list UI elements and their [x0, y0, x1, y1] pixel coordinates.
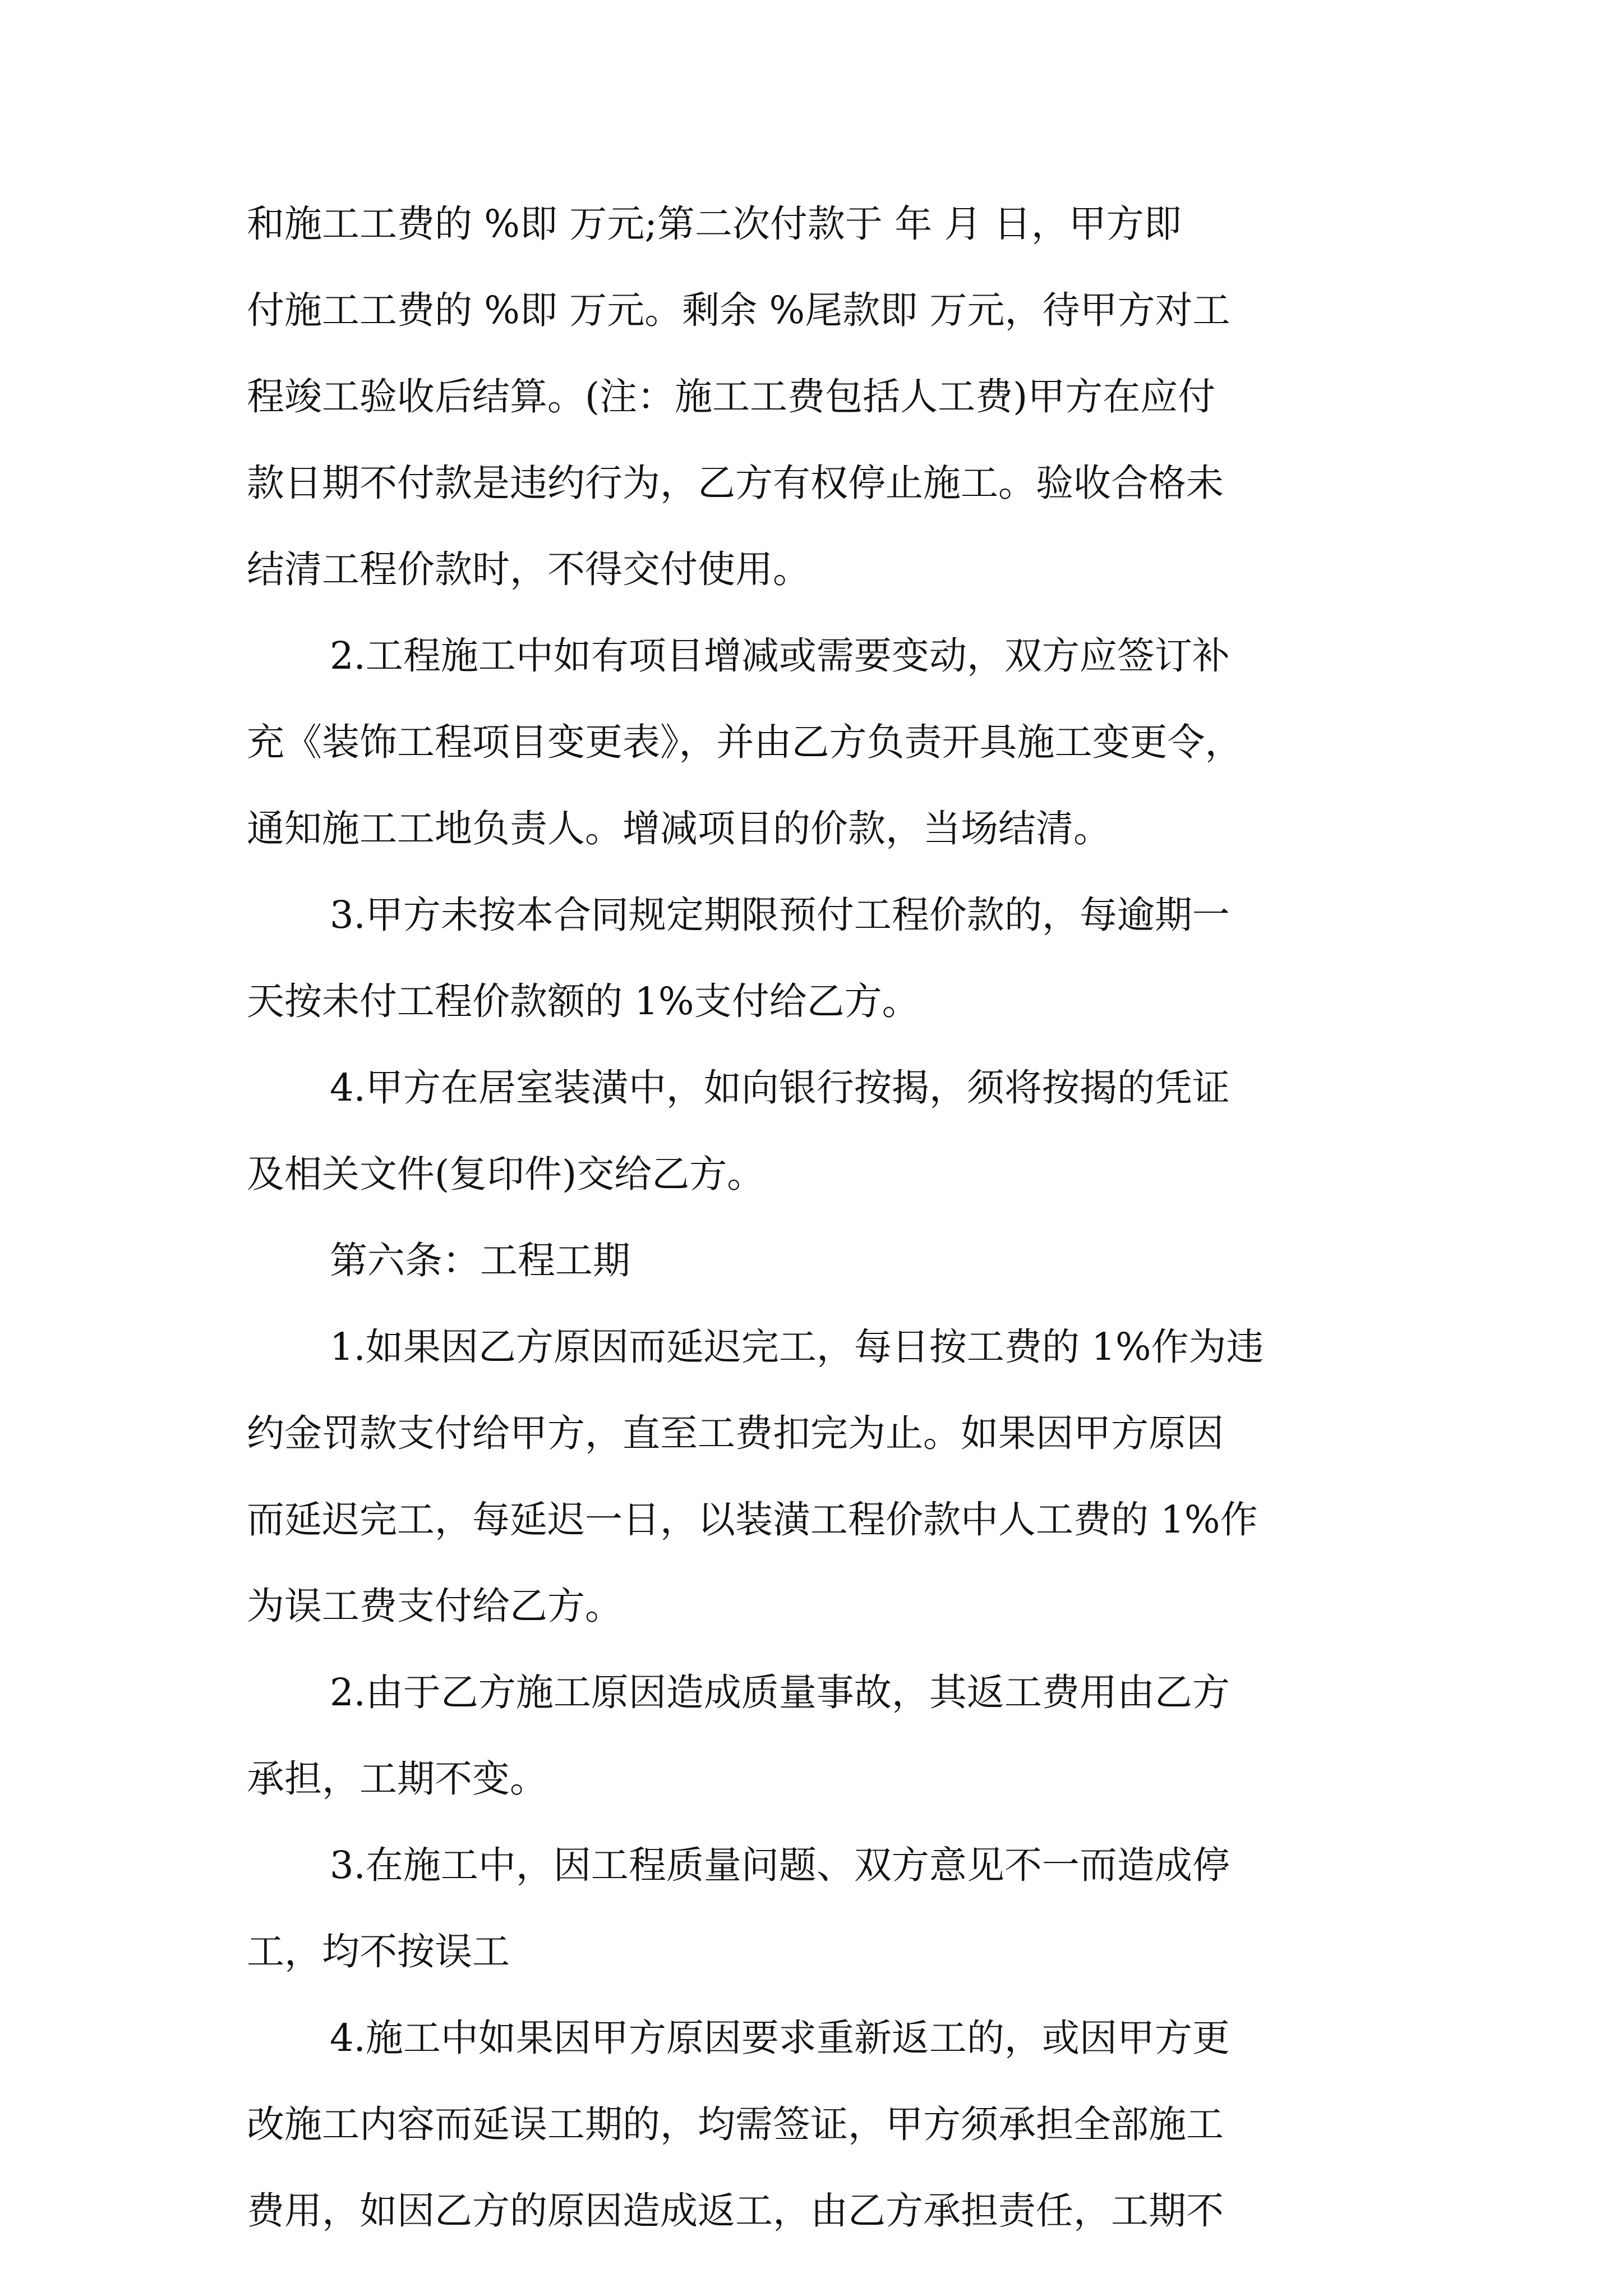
text-line: 天按未付工程价款额的 1%支付给乙方。: [247, 979, 920, 1023]
text-line: 结清工程价款时，不得交付使用。: [247, 547, 810, 591]
text-line: 为误工费支付给乙方。: [247, 1584, 623, 1628]
contract-body: [247, 202, 1368, 2275]
text-line: 约金罚款支付给甲方，直至工费扣完为止。如果因甲方原因: [247, 1411, 1224, 1455]
clause-2-line: 2.工程施工中如有项目增减或需要变动，双方应签订补: [330, 634, 1230, 678]
clause-3-line: 3.在施工中，因工程质量问题、双方意见不一而造成停: [330, 1843, 1230, 1887]
clause-4-line: 4.甲方在居室装潢中，如向银行按揭，须将按揭的凭证: [330, 1066, 1230, 1110]
clause-3-line: 3.甲方未按本合同规定期限预付工程价款的，每逾期一: [330, 893, 1230, 937]
text-line: 程竣工验收后结算。(注：施工工费包括人工费)甲方在应付: [247, 375, 1216, 418]
text-line: 改施工内容而延误工期的，均需签证，甲方须承担全部施工: [247, 2102, 1224, 2146]
text-line: 承担，工期不变。: [247, 1757, 547, 1801]
text-line: 工，均不按误工: [247, 1930, 510, 1973]
clause-2-line: 2.由于乙方施工原因造成质量事故，其返工费用由乙方: [330, 1671, 1230, 1714]
text-line: 通知施工工地负责人。增减项目的价款，当场结清。: [247, 807, 1111, 850]
text-line: 款日期不付款是违约行为，乙方有权停止施工。验收合格未: [247, 461, 1224, 505]
text-line: 和施工工费的 %即 万元;第二次付款于 年 月 日，甲方即: [247, 202, 1182, 246]
text-line: 及相关文件(复印件)交给乙方。: [247, 1152, 765, 1196]
text-line: 付施工工费的 %即 万元。剩余 %尾款即 万元，待甲方对工: [247, 288, 1230, 332]
clause-4-line: 4.施工中如果因甲方原因要求重新返工的，或因甲方更: [330, 2016, 1230, 2060]
text-line: 充《装饰工程项目变更表》，并由乙方负责开具施工变更令，: [247, 720, 1243, 764]
text-line: 而延迟完工，每延迟一日，以装潢工程价款中人工费的 1%作: [247, 1498, 1258, 1542]
section-heading: 第六条：工程工期: [330, 1239, 630, 1282]
text-line: 费用，如因乙方的原因造成返工，由乙方承担责任，工期不: [247, 2189, 1224, 2233]
clause-1-line: 1.如果因乙方原因而延迟完工，每日按工费的 1%作为违: [330, 1325, 1264, 1369]
